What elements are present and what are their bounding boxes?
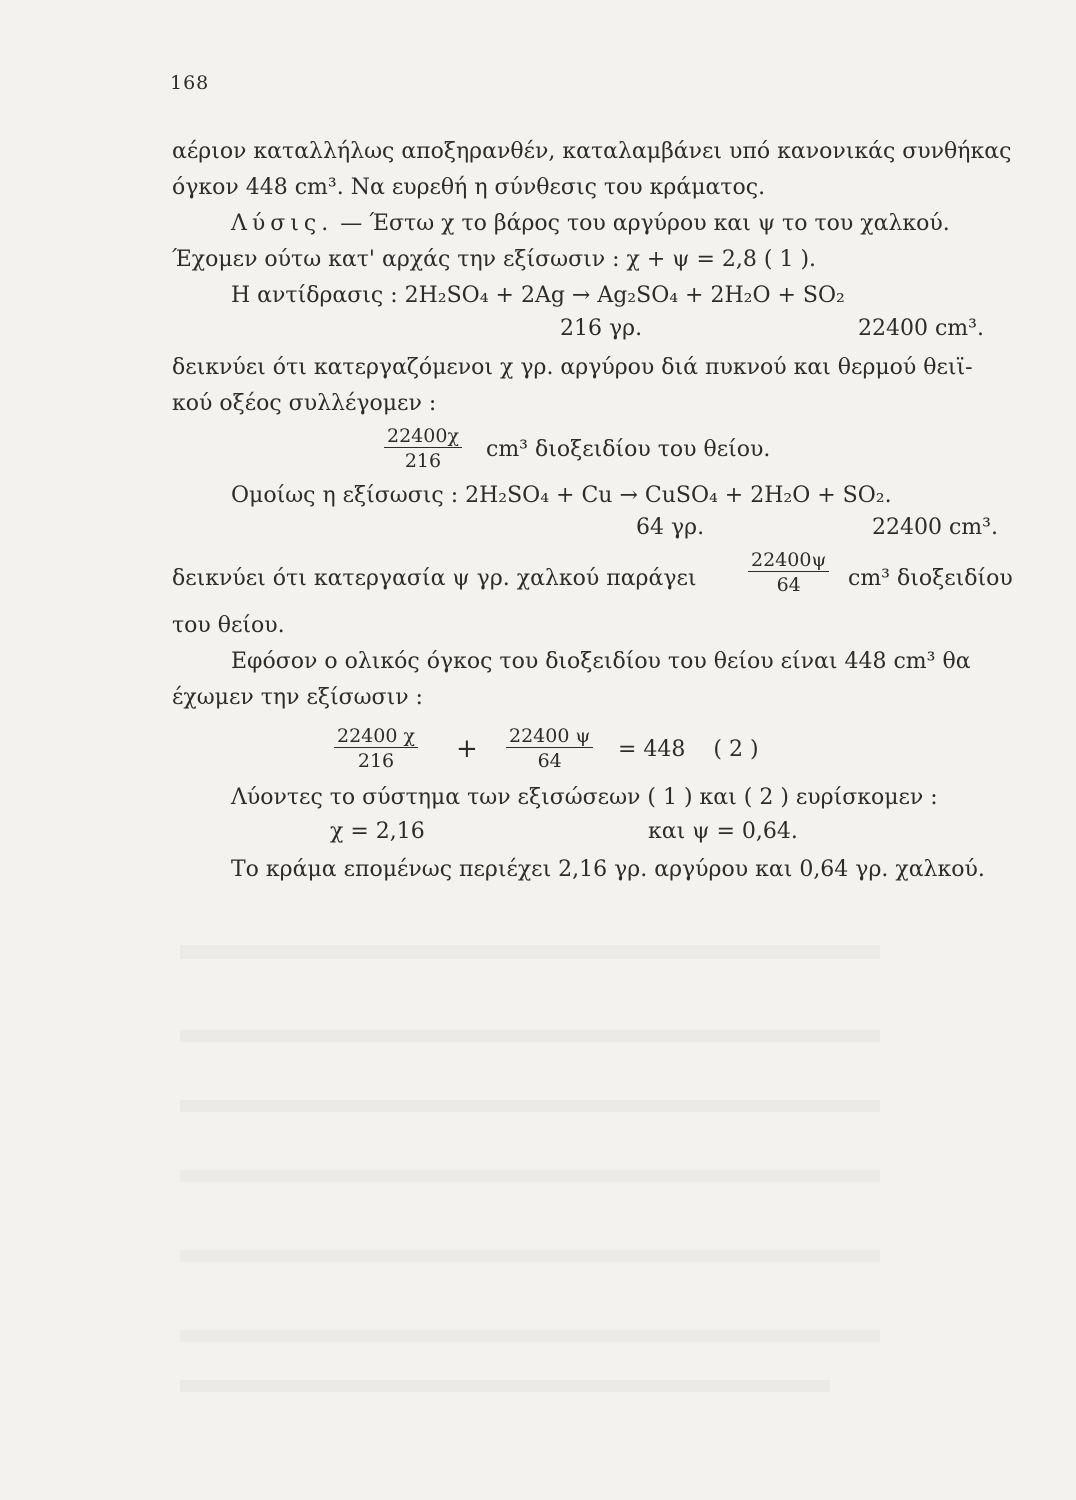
equation-2-result: = 448 ( 2 ) bbox=[618, 737, 759, 762]
text-line: αέριον καταλλήλως αποξηρανθέν, καταλαμβάνει υπό κανονικάς συνθήκας bbox=[172, 139, 1012, 164]
page-number: 168 bbox=[170, 72, 210, 94]
fraction-numerator: 22400 χ bbox=[334, 725, 418, 748]
text-line: cm³ διοξειδίου bbox=[848, 566, 1013, 591]
text-line: έχωμεν την εξίσωσιν : bbox=[172, 685, 423, 710]
equation-2-fraction-silver bbox=[334, 725, 418, 772]
reaction-mass-copper: 64 γρ. bbox=[636, 515, 705, 540]
bleed-through-block bbox=[180, 1100, 880, 1112]
text-line: cm³ διοξειδίου του θείου. bbox=[486, 437, 771, 462]
equation-2-fraction-copper bbox=[506, 725, 593, 772]
bleed-through-block bbox=[180, 945, 880, 959]
text-line: Έχομεν ούτω κατ' αρχάς την εξίσωσιν : χ + ψ = 2,8 ( 1 ). bbox=[172, 247, 817, 272]
bleed-through-block bbox=[180, 1030, 880, 1042]
fraction-denominator: 64 bbox=[537, 750, 562, 772]
solution-intro: — Έστω χ το βάρος του αργύρου και ψ το του χαλκού. bbox=[340, 211, 950, 236]
fraction-denominator: 64 bbox=[776, 574, 801, 596]
fraction-numerator: 22400 ψ bbox=[506, 725, 593, 748]
bleed-through-block bbox=[180, 1170, 880, 1182]
plus-sign: + bbox=[456, 734, 478, 764]
text-line: του θείου. bbox=[172, 613, 285, 638]
fraction-copper-volume bbox=[748, 549, 829, 596]
reaction-equation-silver: Η αντίδρασις : 2H₂SO₄ + 2Ag → Ag₂SO₄ + 2H₂O + SO₂ bbox=[231, 283, 845, 308]
bleed-through-block bbox=[180, 1330, 880, 1342]
bleed-through-block bbox=[180, 1250, 880, 1262]
bleed-through-block bbox=[180, 1380, 830, 1392]
fraction-denominator: 216 bbox=[357, 750, 395, 772]
text-line: Εφόσον ο ολικός όγκος του διοξειδίου του θείου είναι 448 cm³ θα bbox=[231, 649, 971, 674]
result-copper: και ψ = 0,64. bbox=[648, 819, 798, 844]
text-line: δεικνύει ότι κατεργαζόμενοι χ γρ. αργύρου διά πυκνού και θερμού θειϊ- bbox=[172, 355, 973, 380]
result-silver: χ = 2,16 bbox=[330, 819, 425, 844]
fraction-denominator: 216 bbox=[404, 450, 442, 472]
text-line: όγκον 448 cm³. Να ευρεθή η σύνθεσις του κράματος. bbox=[172, 175, 766, 200]
reaction-volume-silver: 22400 cm³. bbox=[858, 316, 984, 341]
text-line: κού οξέος συλλέγομεν : bbox=[172, 391, 437, 416]
text-line: Λύοντες το σύστημα των εξισώσεων ( 1 ) και ( 2 ) ευρίσκομεν : bbox=[231, 785, 938, 810]
reaction-mass-silver: 216 γρ. bbox=[560, 316, 643, 341]
fraction-numerator: 22400ψ bbox=[748, 549, 829, 572]
conclusion-line: Το κράμα επομένως περιέχει 2,16 γρ. αργύρου και 0,64 γρ. χαλκού. bbox=[231, 857, 985, 882]
reaction-volume-copper: 22400 cm³. bbox=[872, 515, 998, 540]
solution-label: Λύσις. bbox=[231, 211, 334, 236]
fraction-silver-volume bbox=[384, 425, 462, 472]
reaction-equation-copper: Ομοίως η εξίσωσις : 2H₂SO₄ + Cu → CuSO₄ + 2H₂O + SO₂. bbox=[231, 483, 892, 508]
text-line bbox=[231, 210, 950, 238]
text-line: δεικνύει ότι κατεργασία ψ γρ. χαλκού παράγει bbox=[172, 566, 697, 591]
fraction-numerator: 22400χ bbox=[384, 425, 462, 448]
